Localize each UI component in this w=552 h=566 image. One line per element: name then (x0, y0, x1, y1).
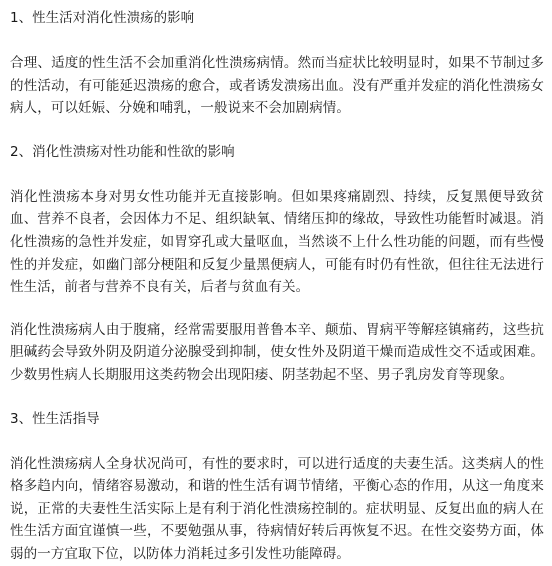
spacer (10, 120, 544, 140)
section-2-heading: 2、消化性溃疡对性功能和性欲的影响 (10, 143, 235, 160)
section-3-heading: 3、性生活指导 (10, 410, 100, 427)
section-2-paragraph-1: 消化性溃疡本身对男女性功能并无直接影响。但如果疼痛剧烈、持续，反复黑便导致贫血、营养不良者，会因体力不足、组织缺氧、情绪压抑的缘故，导致性功能暂时减退。消化性溃疡的急性并发症，如胃穿孔或大量呕血，当然谈不上什么性功能的问题，而有些慢性的并发症，如幽门部分梗阻和反复少量黑便病人，可能有时仍有性欲，但往往无法进行性生活，前者与营养不良有关，后者与贫血有关。 (10, 188, 544, 296)
section-1-paragraph-1: 合理、适度的性生活不会加重消化性溃疡病情。然而当症状比较明显时，如果不节制过多的性活动，有可能延迟溃疡的愈合，或者诱发溃疡出血。没有严重并发症的消化性溃疡女病人，可以妊娠、分娩和哺乳，一般说来不会加剧病情。 (10, 55, 544, 117)
spacer (10, 431, 544, 453)
section-1-heading: 1、性生活对消化性溃疡的影响 (10, 10, 195, 26)
spacer (10, 299, 544, 319)
section-3-paragraph-1: 消化性溃疡病人全身状况尚可，有性的要求时，可以进行适度的夫妻生活。这类病人的性格多趋内向，情绪容易激动，和谐的性生活有调节情绪，平衡心态的作用，从这一角度来说，正常的夫妻性生活实际上是有利于消化性溃疡控制的。症状明显、反复出血的病人在性生活方面宜谨慎一些，不要勉强从事，待病情好转后再恢复不迟。在性交姿势方面，体弱的一方宜取下位，以防体力消耗过多引发性功能障碍。 (10, 455, 544, 562)
spacer (10, 164, 544, 186)
spacer (10, 387, 544, 407)
section-2-paragraph-2: 消化性溃疡病人由于腹痛，经常需要服用普鲁本辛、颠茄、胃病平等解痉镇痛药，这些抗胆碱药会导致外阴及阴道分泌腺受到抑制，使女性外及阴道干燥而造成性交不适或困难。少数男性病人长期服用这类药物会出现阳痿、阴茎勃起不坚、男子乳房发育等现象。 (10, 321, 544, 383)
spacer (10, 30, 544, 52)
